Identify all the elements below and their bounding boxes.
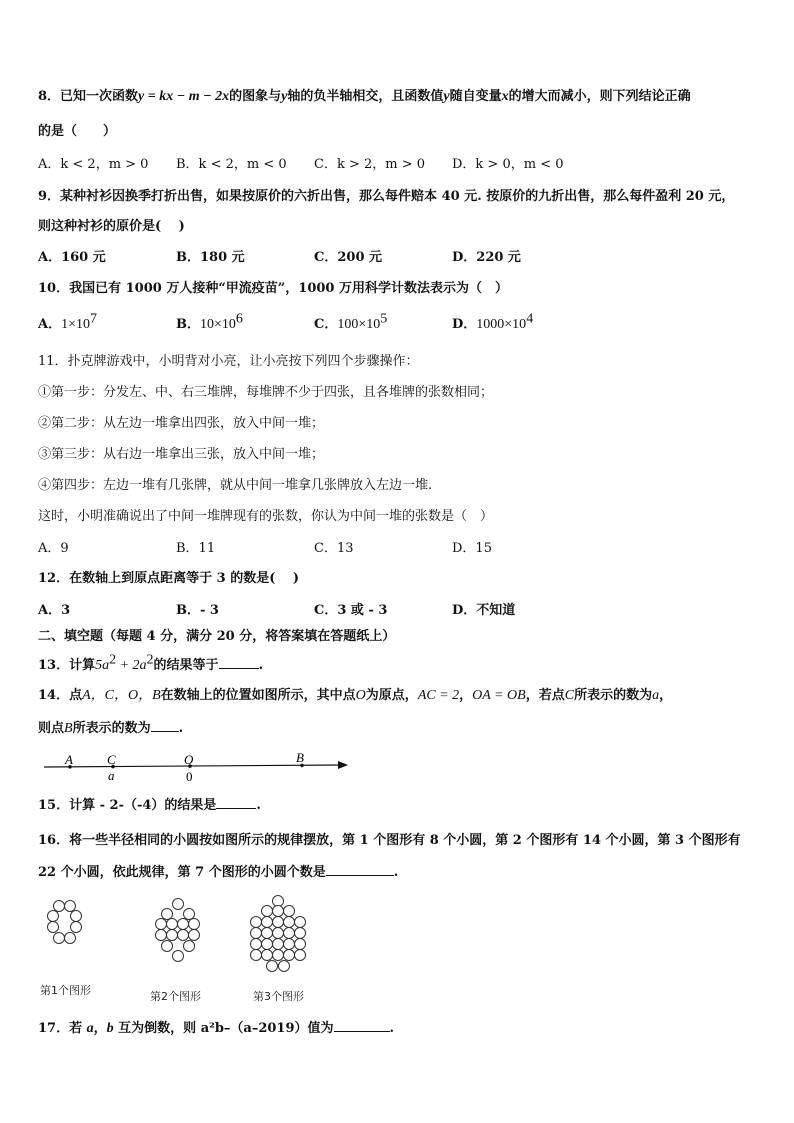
q16-text: 22 个小圆，依此规律，第 7 个图形的小圆个数是 bbox=[38, 865, 326, 880]
option-base: 10×10 bbox=[200, 317, 236, 332]
q14-var: C bbox=[564, 688, 575, 703]
q11-option-c: C．13 bbox=[314, 541, 354, 556]
small-circle bbox=[267, 961, 278, 972]
q14-text: 14．点 bbox=[38, 688, 83, 703]
small-circle bbox=[284, 906, 295, 917]
q11-option-a: A．9 bbox=[38, 541, 69, 556]
q17-answer-blank[interactable] bbox=[334, 1018, 390, 1032]
small-circle bbox=[251, 928, 262, 939]
small-circle bbox=[71, 922, 82, 933]
q10-option-c bbox=[314, 311, 388, 334]
option-base: 100×10 bbox=[337, 317, 381, 332]
label-o-value: 0 bbox=[186, 769, 193, 784]
option-exp: 6 bbox=[235, 311, 243, 327]
q11-option-d: D．15 bbox=[452, 541, 492, 556]
small-circle bbox=[71, 911, 82, 922]
small-circle bbox=[162, 941, 173, 952]
q8-text: 的图象与 bbox=[229, 89, 282, 104]
small-circle bbox=[262, 939, 273, 950]
small-circle bbox=[284, 939, 295, 950]
q17-var: a bbox=[86, 1021, 94, 1036]
small-circle bbox=[295, 917, 306, 928]
small-circle bbox=[65, 933, 76, 944]
q14-var: B bbox=[64, 721, 73, 736]
small-circle bbox=[262, 917, 273, 928]
q9-option-d: D．220 元 bbox=[452, 250, 521, 265]
q15-answer-blank[interactable] bbox=[216, 795, 256, 809]
q14-var: a bbox=[652, 688, 660, 703]
q13-text: 13．计算 bbox=[38, 658, 96, 673]
small-circle bbox=[162, 909, 173, 920]
small-circle bbox=[273, 917, 284, 928]
q14-eq: AC = 2 bbox=[417, 688, 460, 703]
q13-term: 5a bbox=[95, 658, 110, 673]
small-circle bbox=[284, 950, 295, 961]
q12-option-d: D．不知道 bbox=[452, 603, 516, 618]
q8-var: x bbox=[501, 89, 509, 104]
label-o: O bbox=[184, 752, 194, 767]
q11-step3: ③第三步：从右边一堆拿出三张，放入中间一堆； bbox=[38, 447, 325, 462]
q14-text: ，若点 bbox=[525, 688, 565, 703]
small-circle bbox=[184, 941, 195, 952]
q13-exp: 2 bbox=[146, 652, 154, 668]
q17-text: ， bbox=[93, 1021, 107, 1036]
small-circle bbox=[273, 928, 284, 939]
small-circle bbox=[178, 930, 189, 941]
q8-text: 的增大而减小，则下列结论正确 bbox=[508, 89, 691, 104]
label-c: C bbox=[107, 752, 116, 767]
q8-text: 随自变量 bbox=[449, 89, 502, 104]
q16-answer-blank[interactable] bbox=[326, 862, 394, 876]
option-label: C． bbox=[314, 317, 338, 332]
option-base: 1×10 bbox=[61, 317, 90, 332]
q8-text: 8．已知一次函数 bbox=[38, 89, 139, 104]
small-circle bbox=[173, 899, 184, 910]
q13-period: . bbox=[258, 658, 264, 673]
q17-period: . bbox=[389, 1021, 395, 1036]
figure-2-circles bbox=[148, 896, 208, 976]
small-circle bbox=[284, 917, 295, 928]
small-circle bbox=[295, 928, 306, 939]
q10-option-d bbox=[452, 311, 534, 334]
small-circle bbox=[284, 928, 295, 939]
small-circle bbox=[65, 901, 76, 912]
small-circle bbox=[273, 939, 284, 950]
q8-option-a: A．k < 2，m > 0 bbox=[38, 157, 149, 172]
q12-option-c: C．3 或 - 3 bbox=[314, 603, 388, 618]
small-circle bbox=[167, 930, 178, 941]
option-exp: 5 bbox=[380, 311, 388, 327]
q15-text: 15．计算 - 2-（-4）的结果是 bbox=[38, 798, 217, 813]
q13-term: + 2a bbox=[116, 658, 147, 673]
q14-text: 在数轴上的位置如图所示，其中点 bbox=[160, 688, 356, 703]
label-b: B bbox=[296, 750, 304, 765]
q12-option-a: A．3 bbox=[38, 603, 71, 618]
small-circle bbox=[273, 950, 284, 961]
option-label: A． bbox=[38, 317, 62, 332]
q11-step1: ①第一步：分发左、中、右三堆牌，每堆牌不少于四张，且各堆牌的张数相同； bbox=[38, 385, 494, 400]
small-circle bbox=[54, 901, 65, 912]
q14-number-line bbox=[40, 748, 360, 788]
option-exp: 7 bbox=[90, 311, 97, 327]
q16-line2 bbox=[38, 862, 398, 882]
q17-text: 互为倒数，则 bbox=[113, 1021, 201, 1036]
small-circle bbox=[184, 909, 195, 920]
q8-line2: 的是（ ） bbox=[38, 124, 117, 139]
q10-option-a bbox=[38, 311, 97, 334]
q13-text: 的结果等于 bbox=[153, 658, 219, 673]
figure-3-caption: 第3个图形 bbox=[253, 990, 304, 1003]
q8-option-c: C．k > 2，m > 0 bbox=[314, 157, 426, 172]
q13-line bbox=[38, 652, 264, 675]
small-circle bbox=[173, 951, 184, 962]
q14-line1 bbox=[38, 687, 672, 705]
q9-option-b: B．180 元 bbox=[176, 250, 245, 265]
q14-answer-blank[interactable] bbox=[151, 718, 179, 732]
q14-var: O bbox=[355, 688, 366, 703]
option-label: D． bbox=[452, 317, 477, 332]
label-a: A bbox=[65, 752, 73, 767]
option-base: 1000×10 bbox=[476, 317, 527, 332]
small-circle bbox=[262, 950, 273, 961]
figure-2-caption: 第2个图形 bbox=[150, 990, 201, 1003]
q11-option-b: B．11 bbox=[176, 541, 216, 556]
small-circle bbox=[273, 906, 284, 917]
q13-answer-blank[interactable] bbox=[219, 655, 259, 669]
q15-period: . bbox=[256, 798, 261, 813]
q17-line bbox=[38, 1018, 394, 1038]
axis-arrow bbox=[338, 761, 348, 769]
q8-formula: y = kx − m − 2x bbox=[138, 89, 230, 104]
small-circle bbox=[251, 917, 262, 928]
small-circle bbox=[189, 930, 200, 941]
q9-option-a: A．160 元 bbox=[38, 250, 106, 265]
q12-option-b: B．- 3 bbox=[176, 603, 219, 618]
q9-option-c: C．200 元 bbox=[314, 250, 383, 265]
q14-eq: OA = OB bbox=[472, 688, 526, 703]
q15-line bbox=[38, 795, 261, 815]
q8-text: 轴的负半轴相交，且函数值 bbox=[287, 89, 444, 104]
section-heading: 二、填空题（每题 4 分，满分 20 分，将答案填在答题纸上） bbox=[38, 629, 396, 644]
q14-text: 所表示的数为 bbox=[72, 721, 151, 736]
q14-text: 为原点， bbox=[365, 688, 418, 703]
q17-text: 17．若 bbox=[38, 1021, 87, 1036]
small-circle bbox=[295, 950, 306, 961]
small-circle bbox=[156, 919, 167, 930]
q13-exp: 2 bbox=[109, 652, 117, 668]
q14-points: A，C，O，B bbox=[82, 688, 161, 703]
small-circle bbox=[167, 919, 178, 930]
q17-text: 值为 bbox=[307, 1021, 334, 1036]
q14-text: ， bbox=[659, 688, 673, 703]
q9-line2: 则这种衬衫的原价是( ) bbox=[38, 219, 185, 234]
option-label: B． bbox=[176, 317, 200, 332]
small-circle bbox=[48, 911, 59, 922]
q14-text: 则点 bbox=[38, 721, 65, 736]
small-circle bbox=[279, 961, 290, 972]
q16-period: . bbox=[393, 865, 399, 880]
q11-line1: 11．扑克牌游戏中，小明背对小亮，让小亮按下列四个步骤操作： bbox=[38, 354, 419, 369]
figure-3-circles bbox=[248, 894, 310, 980]
q11-step4: ④第四步：左边一堆有几张牌，就从中间一堆拿几张牌放入左边一堆. bbox=[38, 478, 433, 493]
q14-text: 所表示的数为 bbox=[574, 688, 653, 703]
q12-line1: 12．在数轴上到原点距离等于 3 的数是( ) bbox=[38, 571, 300, 586]
q14-line2 bbox=[38, 718, 183, 738]
small-circle bbox=[251, 950, 262, 961]
small-circle bbox=[262, 906, 273, 917]
small-circle bbox=[54, 933, 65, 944]
q14-period: . bbox=[178, 721, 184, 736]
q8-var: y bbox=[443, 89, 450, 104]
q9-line1: 9．某种衬衫因换季打折出售，如果按原价的六折出售，那么每件赔本 40 元. 按原价的九折出售，那么每件盈利 20 元， bbox=[38, 189, 735, 204]
small-circle bbox=[262, 928, 273, 939]
small-circle bbox=[251, 939, 262, 950]
q10-line1: 10．我国已有 1000 万人接种“甲流疫苗”，1000 万用科学计数法表示为（ ） bbox=[38, 281, 508, 296]
q11-question: 这时，小明准确说出了中间一堆牌现有的张数，你认为中间一堆的张数是（ ） bbox=[38, 509, 494, 524]
small-circle bbox=[156, 930, 167, 941]
option-exp: 4 bbox=[526, 311, 534, 327]
q14-text: ， bbox=[459, 688, 473, 703]
q8-var: y bbox=[281, 89, 288, 104]
label-c-value: a bbox=[108, 768, 115, 783]
q17-var: b bbox=[106, 1021, 114, 1036]
figure-1-caption: 第1个图形 bbox=[40, 984, 91, 997]
small-circle bbox=[178, 919, 189, 930]
small-circle bbox=[189, 919, 200, 930]
q16-line1: 16．将一些半径相同的小圆按如图所示的规律摆放，第 1 个图形有 8 个小圆，第 2 个图形有 14 个小圆，第 3 个图形有 bbox=[38, 833, 741, 848]
q8-option-d: D．k > 0，m < 0 bbox=[452, 157, 564, 172]
figure-1-circles bbox=[40, 898, 90, 960]
q8-line1 bbox=[38, 88, 691, 106]
q8-option-b: B．k < 2，m < 0 bbox=[176, 157, 287, 172]
q10-option-b bbox=[176, 311, 243, 334]
q17-expression: a²b–（a–2019） bbox=[200, 1021, 308, 1036]
q11-step2: ②第二步：从左边一堆拿出四张，放入中间一堆； bbox=[38, 416, 325, 431]
small-circle bbox=[273, 896, 284, 907]
small-circle bbox=[295, 939, 306, 950]
small-circle bbox=[48, 922, 59, 933]
